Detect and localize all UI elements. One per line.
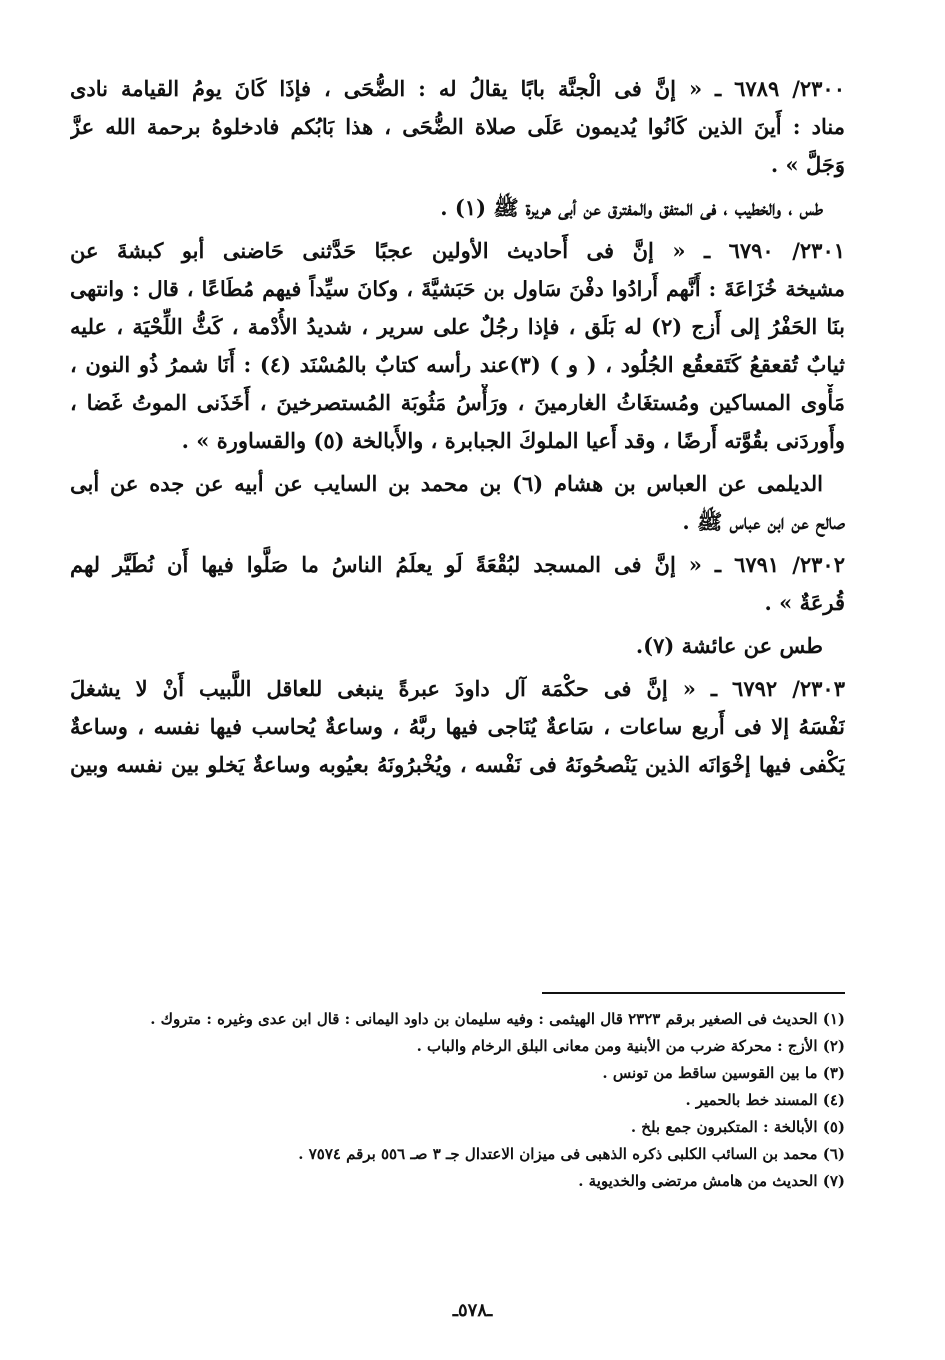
text-line: بنَا الحَفْرُ إلى أَزج (٢) له بَلَق ، فإذا رجُلٌ على سرير ، شديدُ الأُدْمة ، كَثُّ اللِّحْيَة ، عليه [70,314,845,339]
text-line: ٢٣٠٣/ ٦٧٩٢ ـ « إنَّ فى حكْمَة آل داودَ عبرةً ينبغى للعاقل اللَّبيب أَنْ لا يشغلَ [70,676,845,701]
main-text [70,70,845,789]
footnote-6: (٦) محمد بن السائب الكلبى ذكره الذهبى فى ميزان الاعتدال جـ ٣ صـ ٥٥٦ برقم ٧٥٧٤ . [298,1145,845,1163]
text-line: مناد : أَينَ الذين كَانُوا يُديمون عَلَى صلاة الضُّحَى ، هذا بَابُكم فادخلوهُ برحمة الله عزَّ [70,114,845,139]
text-line: مَأْوى المساكين ومُستغَاثُ الغارمينَ ، ورَأْسُ مَثُوبَة المُستصرخينَ ، أَخَذَنى الموتُ غَضا ، [70,390,845,415]
text-line: صالح عن ابن عباس ﷺ . [682,509,845,534]
text-line: الديلمى عن العباس بن هشام (٦) بن محمد بن السايب عن أبيه عن جده عن أبى [70,471,823,496]
text-line: ٢٣٠١/ ٦٧٩٠ ـ « إنَّ فى أَحاديث الأولين عجبًا حَدَّثنى حَاضنى أبو كبشةَ عن [70,238,845,263]
footnote-divider [542,992,845,994]
source-2302 [70,627,845,665]
source-2300 [70,189,845,227]
footnote-7: (٧) الحديث من هامش مرتضى والخديوية . [578,1172,845,1190]
text-line: ٢٣٠٠/ ٦٧٨٩ ـ « إنَّ فى الْجنَّة بابًا يقالُ له : الضُّحَى ، فإذَا كَانَ يومُ القيامة نادى [70,76,845,101]
footnote-4: (٤) المسند خط بالحمير . [685,1091,845,1109]
text-line: وَجَلَّ » . [770,152,845,177]
text-line: طس عن عائشة (٧). [635,633,823,658]
text-line: يَكْفى فيها إخْوَانَه الذين يَنْصحُونَهُ فى نَفْسه ، ويُخْبرُونَهُ بعيُوبه وساعةٌ يَخلو بين نفسه وبين [70,752,845,777]
text-line: وأَوردَنى بقُوَّته أَرضًا ، وقد أَعيا الملوكَ الجبابرة ، والأَبالخة (٥) والقساورة » . [181,428,845,453]
text-line: طس ، والخطيب ، فى المتفق والمفترق عن أبى هريرة ﷺ (١) . [440,195,823,220]
footnote-5: (٥) الأبالخة : المتكبرون جمع بلخ . [630,1118,845,1136]
text-line: مشيخة خُزَاعَةَ : أَنَّهم أَرادُوا دفْنَ سَاول بن حَبَشيَّةَ ، وكانَ سيِّداً فيهم مُطَاعًا ، قال : وانتهى [70,277,845,301]
footnote-1: (١) الحديث فى الصغير برقم ٢٣٢٣ قال الهيثمى : وفيه سليمان بن داود اليمانى : قال ابن عدى وغيره : متروك . [150,1010,845,1028]
hadith-2300 [70,70,845,184]
page-number: ـ٥٧٨ـ [452,1300,493,1321]
text-line: نَفْسَهُ إلا فى أَربع ساعات ، سَاعةٌ يُنَاجى فيها ربَّهُ ، وساعةٌ يُحاسب فيها نفسه ، وساعةٌ [70,714,845,739]
footnote-3: (٣) ما بين القوسين ساقط من تونس . [602,1064,845,1082]
footnotes [70,1006,845,1195]
hadith-2302 [70,546,845,622]
source-2301 [70,465,845,541]
footnote-2: (٢) الأزج : محركة ضرب من الأبنية ومن معانى البلق الرخام والباب . [416,1037,845,1055]
text-line: ثيابٌ تُقعقعُ كَتَقعقُع الجُلُود ، ( و ) (٣)عند رأسه كتابٌ بالمُسْنَد (٤) : أَنَا شمرُ ذُو النون ، [70,352,845,377]
text-line: ٢٣٠٢/ ٦٧٩١ ـ « إنَّ فى المسجد لبُقْعَةً لَو يعلَمُ الناسُ ما صَلَّوا فيها أَن نُطَيَّر لهم [70,552,845,577]
text-line: قُرعَةٌ » . [764,590,845,615]
hadith-2301 [70,232,845,460]
hadith-2303 [70,670,845,784]
